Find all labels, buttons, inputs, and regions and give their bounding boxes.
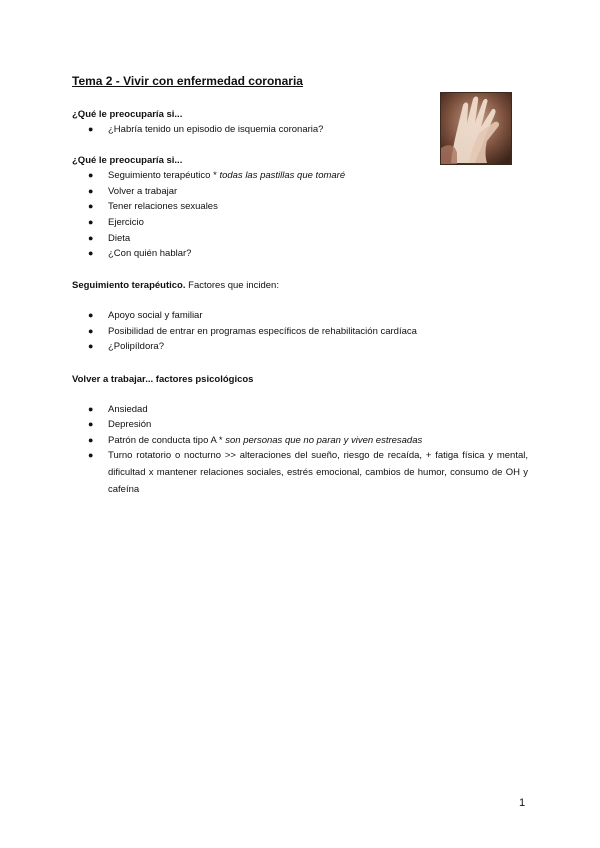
list-item-text: Volver a trabajar [108,186,178,197]
list-item-paragraph [88,447,528,498]
bullet-icon: ● [88,341,94,351]
bullet-icon: ● [88,217,94,227]
section4-heading: Volver a trabajar... factores psicológicos [72,374,254,385]
list-item-text: ¿Con quién hablar? [108,248,192,259]
list-item-text: Apoyo social y familiar [108,310,203,321]
page-title: Tema 2 - Vivir con enfermedad coronaria [72,74,303,88]
list-item-text: Turno rotatorio o nocturno >> alteraciones del sueño, riesgo de recaída, + fatiga física y mental, dificultad x mantener relaciones sociales, estrés emocional, cambios de humor, consumo de OH y cafeína [108,450,528,495]
bullet-icon: ● [88,450,94,460]
list-item-text: Seguimiento terapéutico * todas las pastillas que tomaré [108,170,346,181]
bullet-icon: ● [88,419,94,429]
list-item-text: Depresión [108,419,152,430]
list-item-text: Ejercicio [108,217,144,228]
list-item-text: Patrón de conducta tipo A * son personas que no paran y viven estresadas [108,435,423,446]
section1-heading: ¿Qué le preocuparía si... [72,109,183,120]
bullet-icon: ● [88,326,94,336]
bullet-icon: ● [88,310,94,320]
list-item-text: Dieta [108,233,131,244]
list-item-text: ¿Habría tenido un episodio de isquemia coronaria? [108,124,324,135]
bullet-icon: ● [88,201,94,211]
list-item-text: Posibilidad de entrar en programas específicos de rehabilitación cardíaca [108,326,417,337]
section3-heading: Seguimiento terapéutico. Factores que inciden: [72,280,279,291]
hands-image [441,93,511,164]
page-number: 1 [519,797,526,809]
list-item-text: ¿Polipíldora? [108,341,164,352]
bullet-icon: ● [88,124,94,134]
list-item-text: Ansiedad [108,404,148,415]
bullet-icon: ● [88,170,94,180]
bullet-icon: ● [88,186,94,196]
bullet-icon: ● [88,404,94,414]
bullet-icon: ● [88,435,94,445]
hands-photo [440,92,512,165]
section2-heading: ¿Qué le preocuparía si... [72,155,183,166]
list-item-text: Tener relaciones sexuales [108,201,218,212]
bullet-icon: ● [88,248,94,258]
bullet-icon: ● [88,233,94,243]
